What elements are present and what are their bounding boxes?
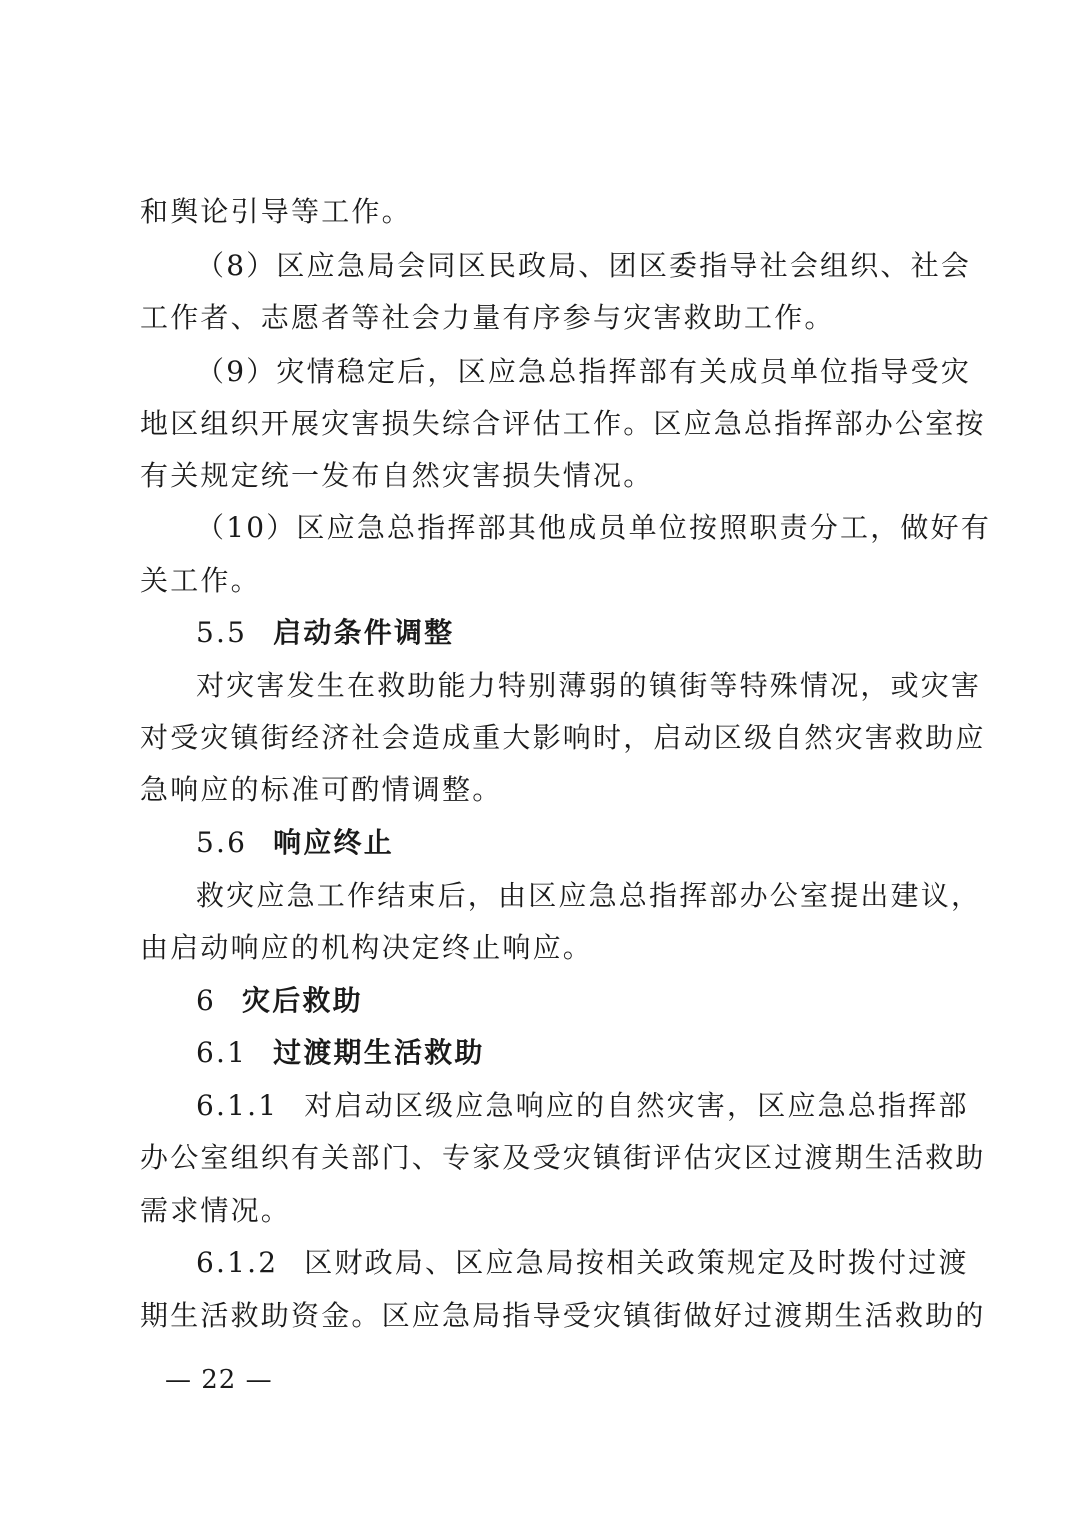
clause-number: 6.1.1 — [196, 1089, 279, 1122]
page-number: — 22 — — [165, 1365, 273, 1395]
section-title: 过渡期生活救助 — [273, 1036, 485, 1069]
clause-text: 区财政局、区应急局按相关政策规定及时拨付过渡 — [304, 1246, 969, 1279]
text-line: 急响应的标准可酌情调整。 — [140, 773, 503, 806]
text-line: 由启动响应的机构决定终止响应。 — [140, 931, 594, 964]
text-line: 办公室组织有关部门、专家及受灾镇街评估灾区过渡期生活救助 — [140, 1141, 986, 1174]
section-title: 响应终止 — [273, 826, 394, 859]
chapter-title: 灾后救助 — [242, 984, 363, 1017]
text-line: 对受灾镇街经济社会造成重大影响时，启动区级自然灾害救助应 — [140, 721, 986, 754]
section-heading-5-6 — [196, 823, 996, 863]
clause-number: 6.1.2 — [196, 1246, 279, 1279]
text-line: 关工作。 — [140, 564, 261, 597]
text-line: 有关规定统一发布自然灾害损失情况。 — [140, 459, 654, 492]
section-number: 6.1 — [196, 1036, 248, 1069]
text-line: 期生活救助资金。区应急局指导受灾镇街做好过渡期生活救助的 — [140, 1299, 986, 1332]
text-line: 救灾应急工作结束后，由区应急总指挥部办公室提出建议， — [196, 879, 982, 912]
section-title: 启动条件调整 — [273, 616, 455, 649]
text-line: （10）区应急总指挥部其他成员单位按照职责分工，做好有 — [196, 511, 992, 544]
text-line-6-1-1 — [196, 1086, 996, 1126]
chapter-number: 6 — [196, 984, 217, 1017]
section-number: 5.6 — [196, 826, 248, 859]
chapter-heading-6 — [196, 981, 996, 1021]
text-line: 工作者、志愿者等社会力量有序参与灾害救助工作。 — [140, 301, 835, 334]
text-line: （8）区应急局会同区民政局、团区委指导社会组织、社会 — [196, 249, 972, 282]
text-line-6-1-2 — [196, 1243, 996, 1283]
clause-text: 对启动区级应急响应的自然灾害，区应急总指挥部 — [304, 1089, 969, 1122]
text-line: 和舆论引导等工作。 — [140, 195, 412, 228]
text-line: （9）灾情稳定后，区应急总指挥部有关成员单位指导受灾 — [196, 355, 972, 388]
section-heading-5-5 — [196, 613, 996, 653]
text-line: 对灾害发生在救助能力特别薄弱的镇街等特殊情况，或灾害 — [196, 669, 982, 702]
text-line: 需求情况。 — [140, 1194, 292, 1227]
section-number: 5.5 — [196, 616, 248, 649]
section-heading-6-1 — [196, 1033, 996, 1073]
text-line: 地区组织开展灾害损失综合评估工作。区应急总指挥部办公室按 — [140, 407, 986, 440]
